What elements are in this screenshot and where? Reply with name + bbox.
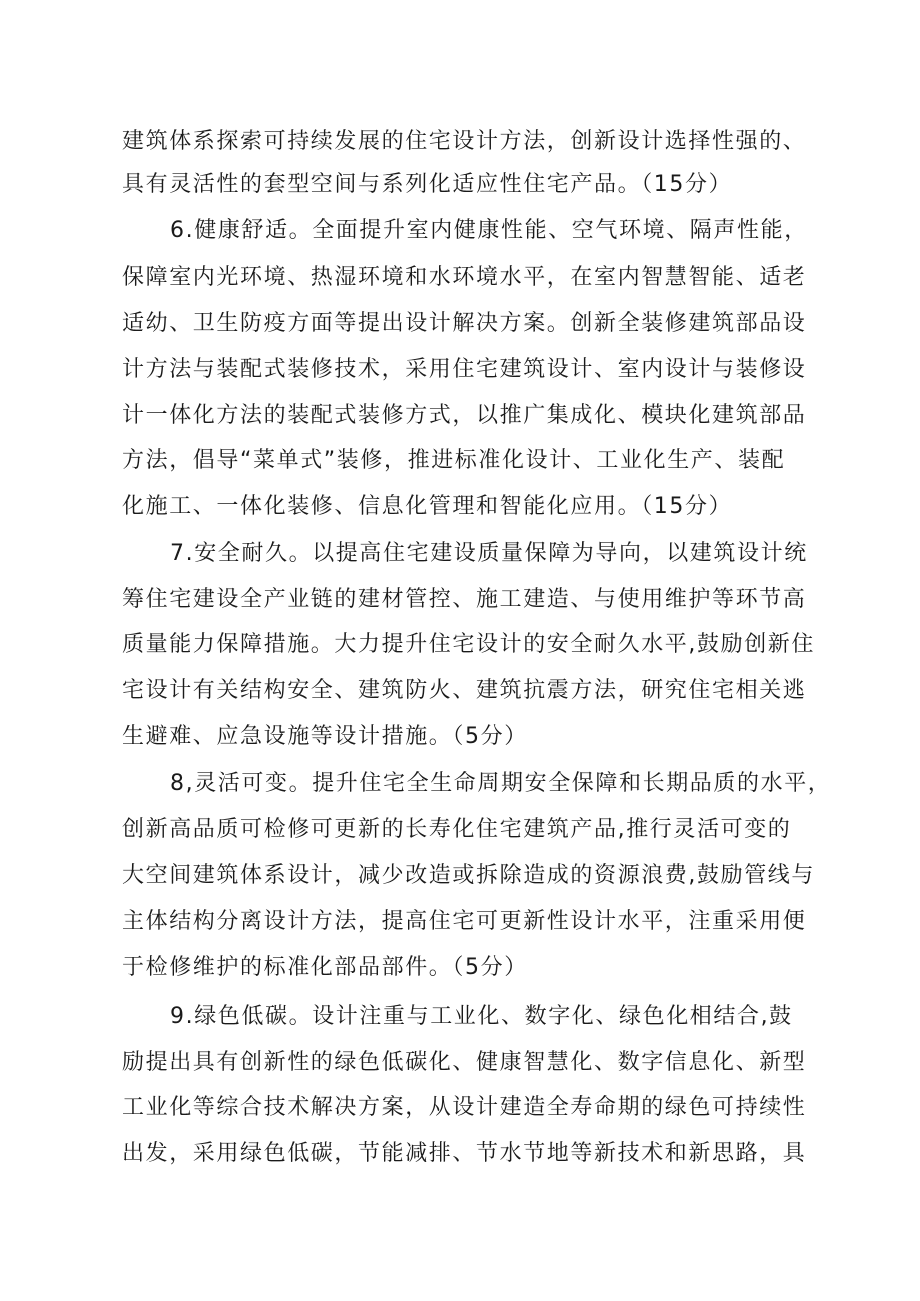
- text-line: 大空间建筑体系设计，减少改造或拆除造成的资源浪费,鼓励管线与: [122, 863, 815, 888]
- text-line: 方法，倡导“菜单式”装修，推进标准化设计、工业化生产、装配: [122, 448, 786, 473]
- text-line: 6.健康舒适。全面提升室内健康性能、空气环境、隔声性能，: [170, 218, 808, 243]
- text-line: 于检修维护的标准化部品部件。（5分）: [122, 955, 528, 980]
- text-line: 8,灵活可变。提升住宅全生命周期安全保障和长期品质的水平，: [170, 771, 832, 796]
- text-line: 保障室内光环境、热湿环境和水环境水平，在室内智慧智能、适老: [122, 265, 807, 290]
- text-line: 工业化等综合技术解决方案，从设计建造全寿命期的绿色可持续性: [122, 1095, 807, 1120]
- text-line: 9.绿色低碳。设计注重与工业化、数字化、绿色化相结合,鼓: [170, 1004, 793, 1029]
- text-line: 励提出具有创新性的绿色低碳化、健康智慧化、数字信息化、新型: [122, 1050, 807, 1075]
- text-line: 主体结构分离设计方法，提高住宅可更新性设计水平，注重采用便: [122, 909, 807, 934]
- text-line: 筹住宅建设全产业链的建材管控、施工建造、与使用维护等环节高: [122, 587, 807, 612]
- text-line: 计方法与装配式装修技术，采用住宅建筑设计、室内设计与装修设: [122, 357, 807, 382]
- text-line: 计一体化方法的装配式装修方式，以推广集成化、模块化建筑部品: [122, 403, 807, 428]
- text-line: 化施工、一体化装修、信息化管理和智能化应用。（15分）: [122, 494, 733, 519]
- text-line: 质量能力保障措施。大力提升住宅设计的安全耐久水平,鼓励创新住: [122, 632, 815, 657]
- text-line: 创新高品质可检修可更新的长寿化住宅建筑产品,推行灵活可变的: [122, 817, 792, 842]
- text-line: 宅设计有关结构安全、建筑防火、建筑抗震方法，研究住宅相关逃: [122, 678, 807, 703]
- text-line: 具有灵活性的套型空间与系列化适应性住宅产品。（15分）: [122, 172, 733, 197]
- text-line: 7.安全耐久。以提高住宅建设质量保障为导向，以建筑设计统: [170, 541, 808, 566]
- text-line: 建筑体系探索可持续发展的住宅设计方法，创新设计选择性强的、: [122, 129, 807, 154]
- text-line: 适幼、卫生防疫方面等提出设计解决方案。创新全装修建筑部品设: [122, 311, 807, 336]
- text-line: 出发，采用绿色低碳，节能减排、节水节地等新技术和新思路，具: [122, 1141, 807, 1166]
- text-line: 生避难、应急设施等设计措施。（5分）: [122, 724, 528, 749]
